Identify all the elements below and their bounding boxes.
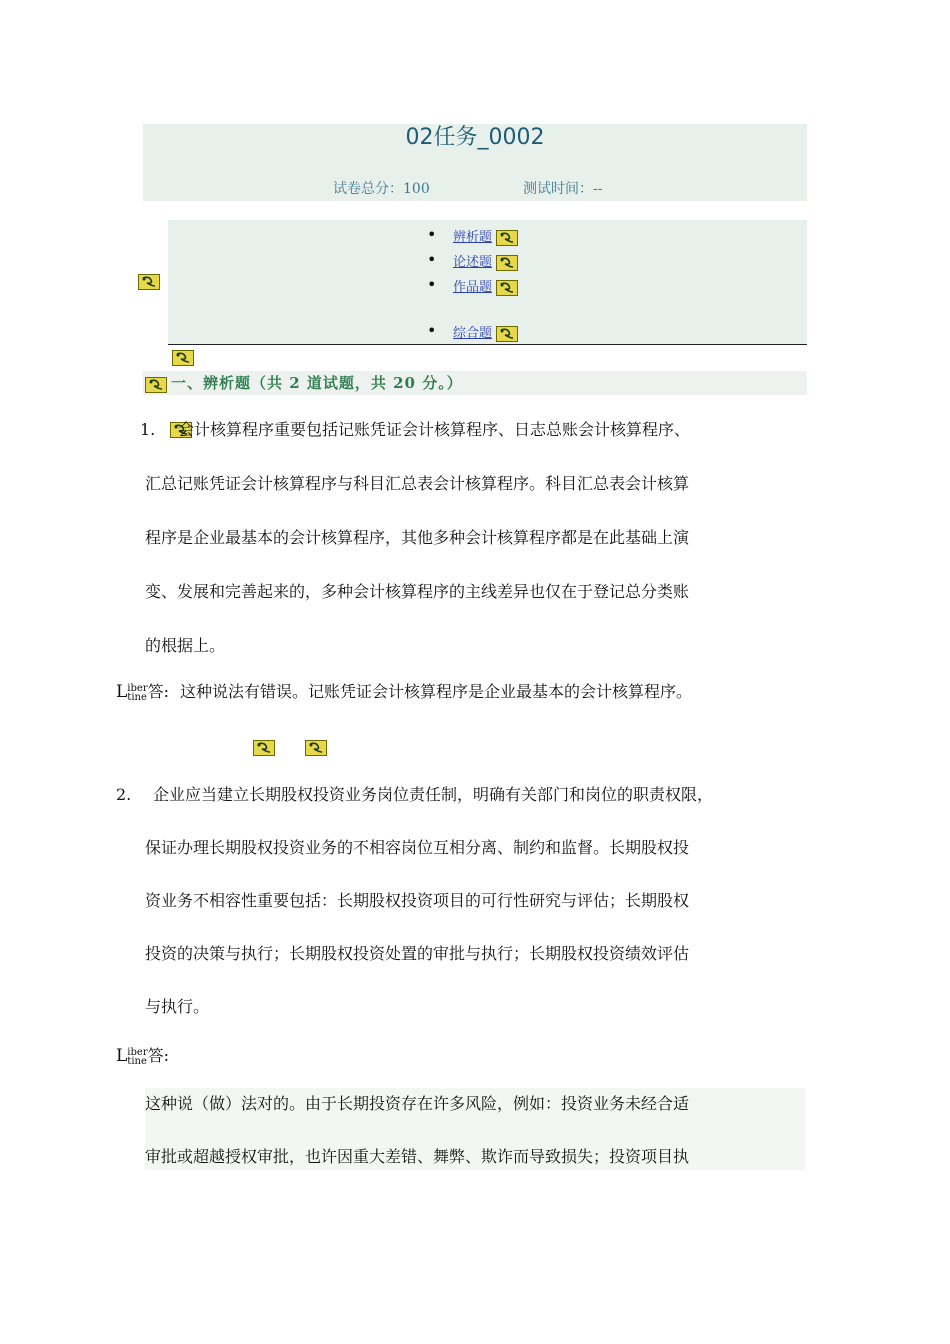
liber-mark [127, 684, 147, 702]
answer-row [116, 1045, 169, 1067]
question-text-line: 投资的决策与执行；长期股权投资处置的审批与执行；长期股权投资绩效评估 [145, 944, 690, 963]
header-panel [143, 124, 807, 201]
run-icon[interactable] [138, 274, 160, 290]
question-text-line: 会计核算程序重要包括记账凭证会计核算程序、日志总账会计核算程序、 [178, 420, 691, 439]
run-icon[interactable] [496, 255, 518, 271]
nav-item-lunshu [427, 250, 518, 271]
question-text-line: 变、发展和完善起来的，多种会计核算程序的主线差异也仅在于登记总分类账 [145, 582, 690, 601]
answer-text-line: 审批或超越授权审批，也许因重大差错、舞弊、欺诈而导致损失；投资项目执 [145, 1147, 690, 1166]
bullet-icon: • [427, 250, 437, 269]
nav-item-zonghe [427, 321, 518, 342]
liber-top: iber [127, 1046, 148, 1058]
question-text-line: 汇总记账凭证会计核算程序与科目汇总表会计核算程序。科目汇总表会计核算 [145, 474, 690, 493]
run-icon[interactable] [496, 280, 518, 296]
question-text-line: 与执行。 [145, 997, 210, 1016]
test-time: 测试时间：-- [523, 181, 603, 197]
bullet-icon: • [427, 225, 437, 244]
question-text-line: 程序是企业最基本的会计核算程序，其他多种会计核算程序都是在此基础上演 [145, 528, 690, 547]
bullet-icon: • [427, 275, 437, 294]
question-text-line: 资业务不相容性重要包括：长期股权投资项目的可行性研究与评估；长期股权 [145, 891, 690, 910]
total-score: 试卷总分：100 [333, 181, 430, 197]
liber-bottom: tine [127, 1055, 147, 1067]
answer-label: 答: [147, 1046, 170, 1065]
run-icon[interactable] [172, 350, 194, 366]
page-title: 02任务_0002 [405, 125, 545, 150]
question-text-line: 企业应当建立长期股权投资业务岗位责任制，明确有关部门和岗位的职责权限， [153, 785, 714, 804]
run-icon[interactable] [145, 377, 167, 393]
liber-top: iber [127, 682, 148, 694]
answer-text: 这种说法有错误。记账凭证会计核算程序是企业最基本的会计核算程序。 [180, 682, 693, 701]
section-header [143, 371, 807, 395]
liber-mark [127, 1048, 147, 1066]
nav-link-lunshu[interactable]: 论述题 [453, 255, 493, 270]
question-type-nav [168, 220, 807, 345]
answer-row [116, 681, 169, 703]
run-icon[interactable] [496, 326, 518, 342]
nav-item-bianxi [427, 225, 518, 246]
run-icon[interactable] [253, 740, 275, 756]
run-icon[interactable] [496, 230, 518, 246]
nav-item-zuopin [427, 275, 518, 296]
liber-initial: L [116, 682, 128, 702]
question-text-line: 保证办理长期股权投资业务的不相容岗位互相分离、制约和监督。长期股权投 [145, 838, 690, 857]
answer-label: 答: [147, 682, 170, 701]
nav-link-zonghe[interactable]: 综合题 [453, 326, 493, 341]
bullet-icon: • [427, 321, 437, 340]
answer-text-line: 这种说（做）法对的。由于长期投资存在许多风险，例如：投资业务未经合适 [145, 1094, 690, 1113]
question-number: 2. [116, 785, 132, 804]
question-number: 1. [140, 420, 156, 439]
nav-link-zuopin[interactable]: 作品题 [453, 280, 493, 295]
question-text-line: 的根据上。 [145, 636, 226, 655]
section-title: 一、辨析题（共 2 道试题，共 20 分。） [171, 374, 463, 392]
run-icon[interactable] [305, 740, 327, 756]
nav-link-bianxi[interactable]: 辨析题 [453, 230, 493, 245]
liber-initial: L [116, 1046, 128, 1066]
liber-bottom: tine [127, 691, 147, 703]
